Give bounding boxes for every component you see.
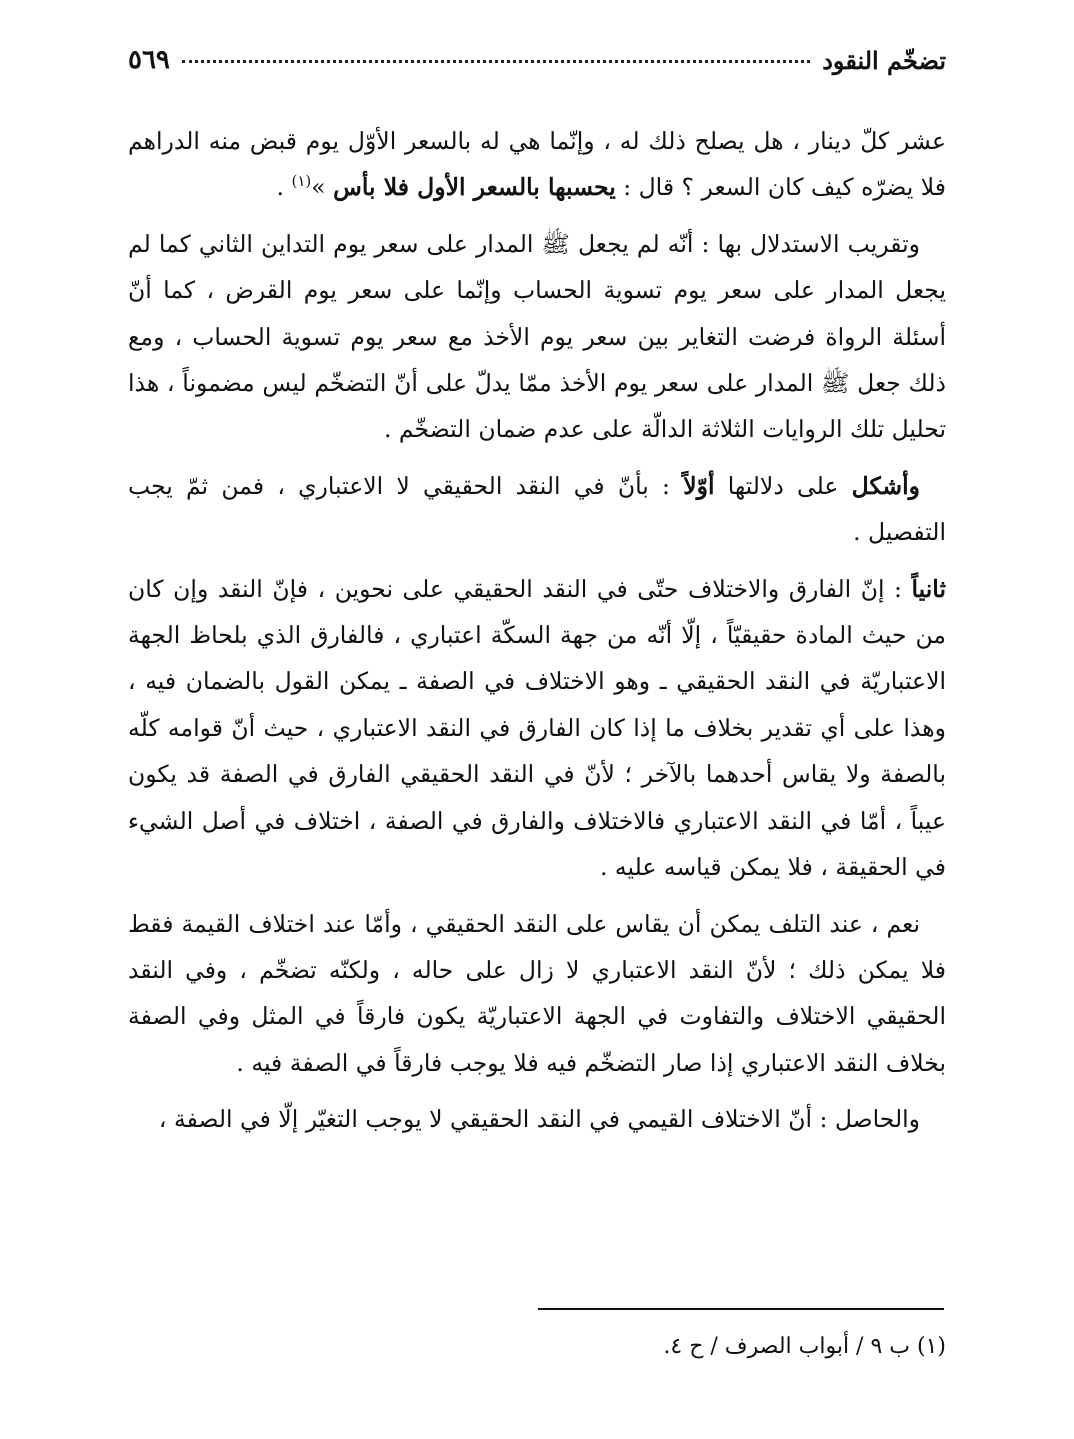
- paragraph-3: [128, 463, 946, 556]
- leader-dots: [182, 58, 810, 63]
- running-title: تضخّم النقود: [822, 45, 946, 75]
- paragraph-4: [128, 566, 946, 891]
- paragraph-2: وتقريب الاستدلال بها : أنّه لم يجعل ﷺ المدار على سعر يوم التداين الثاني كما لم يجعل المدار على سعر يوم تسوية الحساب وإنّما على سعر يوم القرض ، كما أنّ أسئلة الرواة فرضت التغاير بين سعر يوم الأخذ مع سعر يوم تسوية الحساب ، ومع ذلك جعل ﷺ المدار على سعر يوم الأخذ ممّا يدلّ على أنّ التضخّم ليس مضموناً ، هذا تحليل تلك الروايات الثلاثة الدالّة على عدم ضمان التضخّم .: [128, 229, 946, 444]
- second-point-label: ثانياً: [911, 574, 946, 603]
- paragraph-3-mid: على دلالتها: [714, 471, 852, 500]
- paragraph-1: [128, 118, 946, 211]
- paragraph-6: والحاصل : أنّ الاختلاف القيمي في النقد الحقيقي لا يوجب التغيّر إلّا في الصفة ،: [158, 1105, 920, 1134]
- page-number: ٥٦٩: [128, 45, 170, 75]
- footnote: (١) ب ٩ / أبواب الصرف / ح ٤.: [663, 1334, 946, 1359]
- body-text: [128, 118, 946, 1153]
- footnote-separator: [538, 1308, 944, 1310]
- hadith-quote: يحسبها بالسعر الأول فلا بأس: [333, 173, 616, 202]
- paragraph-1-text: عشر كلّ دينار ، هل يصلح ذلك له ، وإنّما هي له بالسعر الأوّل يوم قبض منه الدراهم فلا يضرّه كيف كان السعر ؟ قال :: [128, 127, 946, 202]
- paragraph-5: نعم ، عند التلف يمكن أن يقاس على النقد الحقيقي ، وأمّا عند اختلاف القيمة فقط فلا يمكن ذلك ؛ لأنّ النقد الاعتباري لا زال على حاله ، ولكنّه تضخّم ، وفي النقد الحقيقي الاختلاف والتفاوت في الجهة الاعتباريّة يكون فارقاً في المثل وفي الصفة بخلاف النقد الاعتباري إذا صار التضخّم فيه فلا يوجب فارقاً في الصفة فيه .: [128, 909, 946, 1077]
- footnote-reference: (١): [291, 172, 312, 191]
- first-point-label: أوّلاً: [683, 471, 715, 500]
- running-header: [128, 38, 946, 82]
- objection-heading: وأشكل: [851, 471, 920, 500]
- quote-close: »: [311, 173, 334, 202]
- paragraph-3-rest: : بأنّ في النقد الحقيقي لا الاعتباري ، فمن ثمّ يجب التفصيل .: [128, 471, 946, 547]
- paragraph-1-end: .: [276, 173, 292, 202]
- paragraph-4-rest: : إنّ الفارق والاختلاف حتّى في النقد الحقيقي على نحوين ، فإنّ النقد وإن كان من حيث المادة حقيقيّاً ، إلّا أنّه من جهة السكّة اعتباري ، فالفارق الذي بلحاظ الجهة الاعتباريّة في النقد الحقيقي ـ وهو الاختلاف في الصفة ـ يمكن القول بالضمان فيه ، وهذا على أي تقدير بخلاف ما إذا كان الفارق في النقد الاعتباري ، حيث أنّ قوامه كلّه بالصفة ولا يقاس أحدهما بالآخر ؛ لأنّ في النقد الحقيقي الفارق في الصفة قد يكون عيباً ، أمّا في النقد الاعتباري فالاختلاف والفارق في الصفة ، اختلاف في أصل الشيء في الحقيقة ، فلا يمكن قياسه عليه .: [128, 574, 946, 882]
